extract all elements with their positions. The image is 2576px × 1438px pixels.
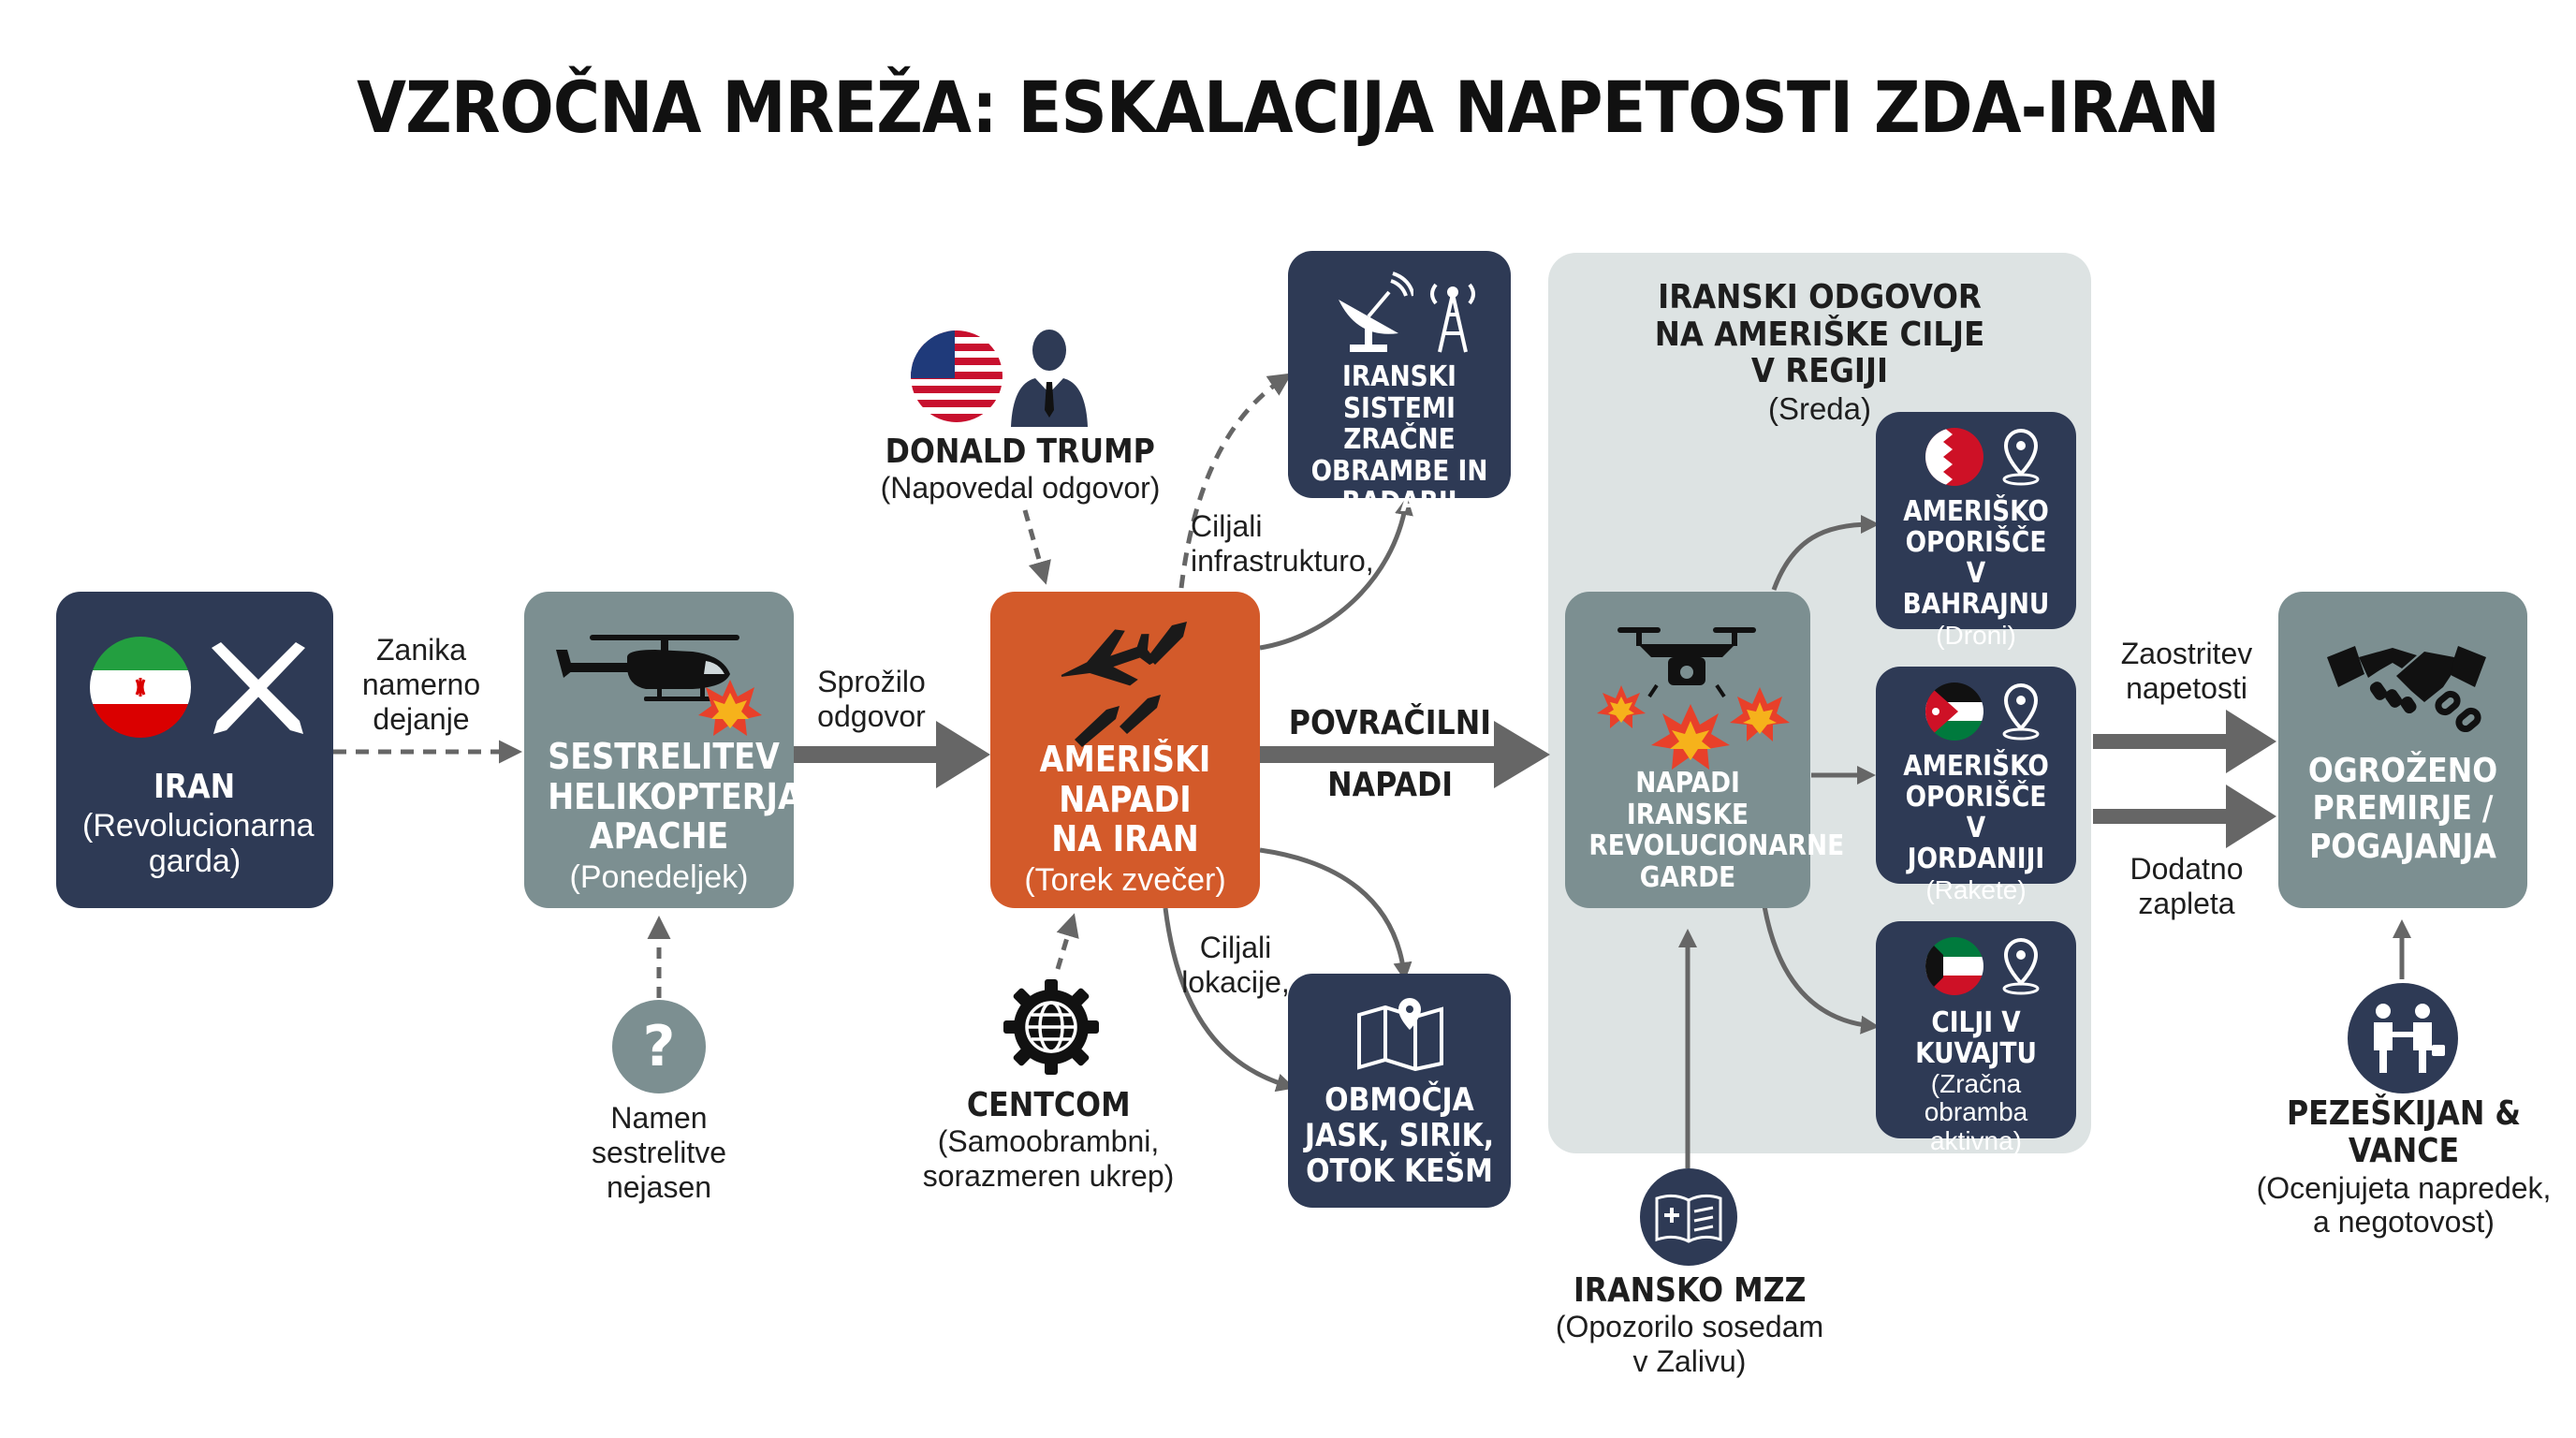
edge-complication-head: [2226, 785, 2276, 848]
handshake-broken-chain-icon: [2327, 629, 2486, 732]
node-ceasefire: [2278, 592, 2527, 908]
edge-apache-strikes-head: [936, 721, 990, 788]
edge-label-retaliatory-2-text: NAPADI: [1327, 766, 1453, 804]
node-kuwait: [1876, 921, 2076, 1156]
actor-trump: [842, 433, 1198, 506]
node-iran-title: IRAN: [154, 768, 236, 806]
kuwait-flag-icon: [1925, 936, 1984, 996]
location-pin-icon: [1998, 427, 2044, 487]
node-jordan-title: AMERIŠKO OPORIŠČE V JORDANIJI: [1903, 750, 2049, 875]
node-air-defense-title: IRANSKI SISTEMI ZRAČNE OBRAMBE IN RADARJI: [1310, 360, 1488, 520]
node-bahrain-title: AMERIŠKO OPORIŠČE V BAHRAJNU: [1902, 495, 2050, 621]
node-irgc-attacks: [1565, 592, 1845, 908]
edge-trump-strikes: [1025, 510, 1044, 576]
edge-label-infra: Ciljali infrastrukturo,: [1191, 509, 1374, 578]
node-air-defense: [1288, 251, 1511, 520]
person-suit-icon: [1007, 324, 1091, 427]
gear-globe-icon: [1000, 976, 1103, 1078]
edge-label-triggered: Sprožilo odgovor: [817, 665, 926, 733]
bahrain-flag-icon: [1925, 427, 1984, 487]
node-iran-subtitle: (Revolucionarna garda): [82, 808, 315, 880]
edge-centcom-strikes: [1058, 922, 1072, 969]
radar-dish-icon: [1329, 271, 1413, 356]
actor-centcom: [899, 1086, 1198, 1194]
node-irgc-attacks-title: NAPADI IRANSKE REVOLUCIONARNE GARDE: [1588, 767, 1845, 894]
node-kuwait-title: CILJI V KUVAJTU: [1915, 1006, 2037, 1070]
actor-trump-subtitle: (Napovedal odgovor): [880, 471, 1161, 506]
actor-pezeshkian: [2247, 1095, 2561, 1240]
node-us-strikes-title: AMERIŠKI NAPADI NA IRAN: [1039, 739, 1211, 860]
actor-pezeshkian-subtitle: (Ocenjujeta napredek, a negotovost): [2256, 1170, 2552, 1240]
map-pin-icon: [1354, 996, 1447, 1071]
node-apache: [524, 592, 802, 908]
actor-unclear-text: Namen sestrelitve nejasen: [591, 1101, 727, 1204]
svg-text:?: ?: [642, 1014, 676, 1079]
book-icon: [1640, 1168, 1737, 1266]
negotiators-icon: [2348, 983, 2458, 1093]
page-title: VZROČNA MREŽA: ESKALACIJA NAPETOSTI ZDA-IRAN: [357, 66, 2219, 149]
node-ceasefire-title: OGROŽENO PREMIRJE / POGAJANJA: [2307, 752, 2498, 866]
explosion-icon: [696, 678, 764, 738]
question-icon: [612, 1000, 706, 1093]
crossed-missiles-icon: [206, 635, 311, 740]
panel-subtitle: (Sreda): [1767, 390, 1872, 426]
location-pin-icon: [1998, 936, 2044, 996]
node-bahrain-subtitle: (Droni): [1936, 620, 2016, 650]
node-jordan: [1876, 667, 2076, 904]
edge-label-retaliatory-1: [1273, 704, 1507, 742]
edge-escalation-head: [2226, 710, 2276, 773]
actor-centcom-name: CENTCOM: [966, 1086, 1131, 1124]
edge-label-denies: Zanika namerno dejanje: [361, 633, 481, 736]
jordan-flag-icon: [1925, 682, 1984, 741]
radio-tower-icon: [1425, 271, 1481, 356]
location-pin-icon: [1998, 682, 2044, 741]
node-bahrain: [1876, 412, 2076, 650]
actor-pezeshkian-name: PEZEŠKIJAN & VANCE: [2286, 1094, 2522, 1171]
actor-trump-name: DONALD TRUMP: [885, 433, 1156, 471]
edge-irgc-bahrain: [1774, 524, 1872, 590]
actor-unclear: [565, 1101, 753, 1204]
panel-title: IRANSKI ODGOVOR NA AMERIŠKE CILJE V REGIJI: [1654, 278, 1985, 391]
us-flag-icon: [910, 330, 1003, 423]
node-us-strikes: [990, 592, 1260, 908]
fighter-jet-missiles-icon: [1050, 616, 1200, 747]
edge-label-retaliatory-2: [1273, 766, 1507, 804]
edge-label-complication: Dodatno zapleta: [2130, 852, 2244, 920]
actor-mfa-name: IRANSKO MZZ: [1573, 1271, 1807, 1310]
explosions-icon: [1593, 676, 1790, 779]
edge-label-retaliatory-1-text: POVRAČILNI: [1288, 704, 1492, 742]
iran-flag-icon: [88, 635, 193, 740]
node-kuwait-subtitle: (Zračna obramba aktivna): [1924, 1068, 2028, 1156]
node-apache-title: SESTRELITEV HELIKOPTERJA APACHE: [548, 736, 802, 858]
edge-label-escalation: Zaostritev napetosti: [2120, 637, 2253, 705]
node-apache-subtitle: (Ponedeljek): [569, 858, 749, 895]
node-jordan-subtitle: (Rakete): [1925, 874, 2027, 904]
actor-mfa-subtitle: (Opozorilo sosedam v Zalivu): [1555, 1310, 1824, 1379]
node-us-strikes-subtitle: (Torek zvečer): [1024, 861, 1226, 898]
actor-mfa: [1526, 1271, 1853, 1379]
node-iran: [56, 592, 333, 908]
edge-label-locations: Ciljali lokacije,: [1181, 931, 1290, 999]
edge-irgc-kuwait: [1764, 906, 1872, 1026]
actor-centcom-subtitle: (Samoobrambni, sorazmeren ukrep): [922, 1124, 1175, 1194]
node-areas-title: OBMOČJA JASK, SIRIK, OTOK KEŠM: [1304, 1081, 1495, 1191]
node-areas: [1288, 974, 1511, 1208]
